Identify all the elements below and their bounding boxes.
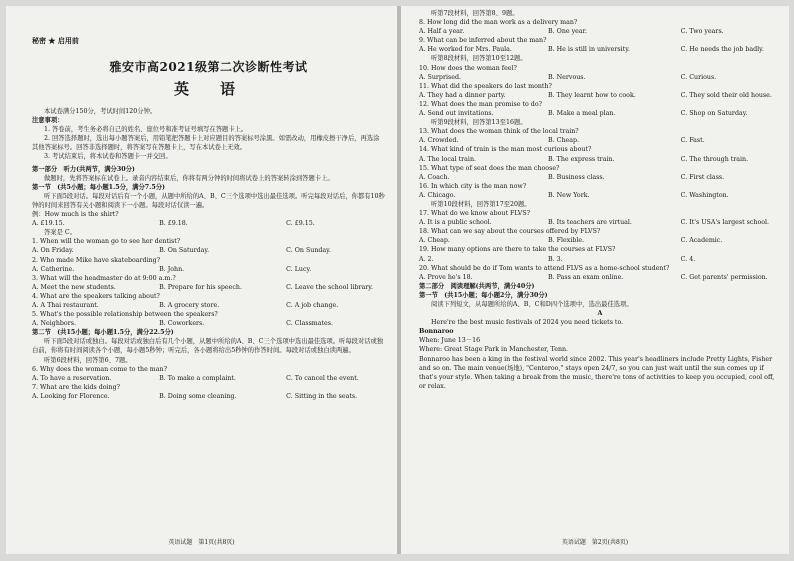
- option-b: B. Pass an exam online.: [548, 273, 624, 281]
- notice-item: 3. 考试结束后，将本试卷和答题卡一并交回。: [44, 153, 172, 161]
- exam-title: 雅安市高2021级第二次诊断性考试: [109, 60, 308, 74]
- option-c: C. Sitting in the seats.: [286, 392, 358, 400]
- option-c: C. Lucy.: [286, 265, 312, 273]
- option-a: A. It is a public school.: [419, 219, 492, 227]
- part2-heading: 第二部分 阅读理解(共两节，满分40分): [419, 282, 535, 290]
- exam-intro: 本试卷满分150分，考试时间120分钟。: [44, 108, 157, 115]
- option-b: B. Cheap.: [548, 137, 580, 145]
- option-a: A. On Friday.: [32, 247, 74, 255]
- option-a: A. They had a dinner party.: [419, 91, 506, 99]
- reading-section1-heading: 第一节 (共15小题；每小题2分，满分30分): [419, 291, 548, 299]
- option-c: C. Get parents' permission.: [680, 273, 768, 281]
- question-4-options: [32, 301, 385, 310]
- question-2-options: [32, 265, 385, 274]
- exam-page-2: [401, 6, 789, 554]
- option-b: B. Its teachers are virtual.: [548, 219, 632, 227]
- option-c: C. The through train.: [680, 155, 749, 163]
- question-20: 20. What should be do if Tom wants to attend FLVS as a home-school student?: [419, 264, 670, 272]
- question-6: 6. Why does the woman come to the man?: [32, 365, 167, 373]
- question-20-options: [419, 273, 781, 282]
- option-a: A. Looking for Florence.: [32, 392, 110, 400]
- notice-item: 2. 回答选择题时，选出每小题答案后，用铅笔把答题卡上对应题目的答案标号涂黑。如需改动，用橡皮擦干净后，再选涂其他答案标号。回答非选择题时，将答案写在答题卡上，写在本试卷上无效。: [32, 135, 380, 152]
- page-footer: 英语试题 第2页(共8页): [561, 539, 629, 546]
- option-b: B. They learnt how to cook.: [548, 91, 636, 99]
- question-12-options: [419, 109, 781, 118]
- material-8-label: 听第8段材料，回答第10至12题。: [431, 55, 527, 63]
- option-b: B. Business class.: [548, 173, 605, 181]
- option-a: A. The local train.: [419, 155, 477, 163]
- option-b: B. One year.: [548, 28, 587, 36]
- question-14: 14. What kind of train is the man most curious about?: [419, 146, 592, 154]
- example-options: [32, 219, 385, 228]
- option-a: A. He worked for Mrs. Paula.: [419, 46, 512, 54]
- passage-letter: A: [597, 310, 603, 318]
- option-a: A. Prove he's 18.: [419, 273, 473, 281]
- part1-description: 做题时，先将答案标在试卷上。录音内容结束后，你将有两分钟的时间将试卷上的答案转涂到答题卡上。: [44, 174, 334, 182]
- festival-when: When: June 13－16: [419, 337, 481, 345]
- question-15: 15. What type of seat does the man choose?: [419, 164, 560, 172]
- material-6-label: 听第6段材料，回答第6、7题。: [44, 356, 132, 364]
- material-9-label: 听第9段材料，回答第13至16题。: [431, 119, 527, 127]
- question-10-options: [419, 73, 781, 82]
- option-b: B. He is still in university.: [548, 46, 630, 54]
- option-b: B. Nervous.: [548, 73, 586, 81]
- question-8-options: [419, 27, 781, 36]
- option-b: B. On Saturday.: [159, 247, 210, 255]
- option-b: B. New York.: [548, 191, 590, 199]
- question-15-options: [419, 173, 781, 182]
- question-18-options: [419, 236, 781, 245]
- question-9-options: [419, 45, 781, 54]
- question-4: 4. What are the speakers talking about?: [32, 292, 160, 300]
- confidential-label: 秘密 ★ 启用前: [32, 36, 79, 45]
- question-14-options: [419, 155, 781, 164]
- option-a: A. Coach.: [419, 173, 450, 181]
- option-c: C. It's USA's largest school.: [680, 219, 770, 227]
- question-9: 9. What can be inferred about the man?: [419, 37, 547, 45]
- option-c: C. A job change.: [286, 301, 339, 309]
- reading-section1-description: 阅读下列短文，从每题所给的A、B、C和D四个选项中，选出最佳选项。: [431, 301, 633, 308]
- option-a: A. Surprised.: [419, 73, 461, 81]
- question-13-options: [419, 136, 781, 145]
- option-a: A. Meet the new students.: [32, 283, 116, 291]
- example-question: 例：How much is the shirt?: [32, 211, 119, 219]
- option-a: A. Chicago.: [419, 191, 456, 199]
- material-7-label: 听第7段材料，回答第8、9题。: [431, 10, 519, 17]
- section1-heading: 第一节 (共5小题；每小题1.5分，满分7.5分): [32, 183, 166, 191]
- option-a: A. A Thai restaurant.: [32, 301, 99, 309]
- question-1-options: [32, 246, 385, 255]
- question-16: 16. In which city is the man now?: [419, 182, 527, 190]
- question-18: 18. What can we say about the courses offered by FLVS?: [419, 228, 601, 236]
- option-a: A. Neighbors.: [32, 320, 76, 328]
- exam-subject: 英 语: [173, 80, 243, 98]
- question-6-options: [32, 374, 385, 383]
- material-10-label: 听第10段材料，回答第17至20题。: [431, 200, 531, 208]
- option-c: C. Fast.: [680, 137, 705, 145]
- option-b: B. Doing some cleaning.: [159, 392, 237, 400]
- option-b: B. Prepare for his speech.: [159, 283, 242, 291]
- question-3-options: [32, 283, 385, 292]
- option-b: B. Flexible.: [548, 237, 585, 245]
- option-c: C. They sold their old house.: [680, 91, 772, 99]
- section2-description: 听下面5段对话或独白。每段对话或独白后有几个小题，从题中所给的A、B、C三个选项中选出最佳选项。听每段对话或独白前，你将有时间阅读各个小题，每小题5秒钟；听完后，各小题将给出5秒钟的作答时间。每段对话或独白读两遍。: [32, 338, 384, 355]
- notice-item: 1. 答卷前，考生务必将自己的姓名、座位号和准考证号填写在答题卡上。: [44, 126, 248, 134]
- option-c: C. Leave the school library.: [286, 283, 373, 291]
- question-1: 1. When will the woman go to see her dentist?: [32, 238, 181, 246]
- page-footer: 英语试题 第1页(共8页): [168, 539, 235, 546]
- option-b: B. Make a meal plan.: [548, 110, 616, 118]
- question-16-options: [419, 191, 781, 200]
- option-b: B. The express train.: [548, 155, 615, 163]
- option-a: A. £19.15.: [32, 220, 65, 228]
- option-c: C. He needs the job badly.: [680, 46, 764, 54]
- section1-description: 听下面5段对话。每段对话后有一个小题，从题中所给的A、B、C三个选项中选出最佳选项。听完每段对话后，你都有10秒钟的时间来回答有关小题和阅读下一小题。每段对话仅读一遍。: [32, 192, 385, 209]
- option-c: C. 4.: [680, 255, 696, 263]
- question-2: 2. Who made Mike have skateboarding?: [32, 256, 161, 264]
- exam-page-1: [6, 6, 397, 554]
- notice-heading: 注意事项：: [32, 117, 64, 125]
- option-c: C. First class.: [680, 173, 725, 181]
- option-a: A. Cheap.: [419, 237, 450, 245]
- option-c: C. Two years.: [680, 28, 724, 36]
- option-b: B. John.: [159, 265, 185, 273]
- question-12: 12. What does the man promise to do?: [419, 100, 543, 108]
- festival-name: Bonnaroo: [419, 328, 454, 336]
- question-5-options: [32, 319, 385, 328]
- option-a: A. 2.: [419, 255, 434, 263]
- option-b: B. Coworkers.: [159, 320, 205, 328]
- option-c: C. £9.15.: [286, 220, 315, 228]
- option-c: C. Washington.: [680, 191, 729, 199]
- option-c: C. On Sunday.: [286, 247, 331, 255]
- option-b: B. A grocery store.: [159, 301, 220, 309]
- festival-description: Bonnaroo has been a king in the festival world since 2002. This year's headliners include Pretty Lights, Fisher and so on. The main venue(场地), "Centeroo," stays open 24/7, so you can just wait until the sun comes up if that's your style. When taking a break from the music, there're tons of activities to keep you occupied, cool off, or relax.: [419, 355, 775, 390]
- option-c: C. Classmates.: [286, 320, 334, 328]
- question-7-options: [32, 392, 385, 401]
- option-a: A. To have a reservation.: [32, 374, 112, 382]
- option-a: A. Catherine.: [32, 265, 75, 273]
- festival-where: Where: Great Stage Park in Manchester, Tenn.: [419, 346, 569, 354]
- section2-heading: 第二节 (共15小题；每小题1.5分，满分22.5分): [32, 329, 174, 337]
- option-a: A. Half a year.: [419, 28, 465, 36]
- question-8: 8. How long did the man work as a delivery man?: [419, 19, 578, 27]
- option-b: B. £9.18.: [159, 220, 188, 228]
- part1-heading: 第一部分 听力(共两节，满分30分): [32, 165, 135, 173]
- option-a: A. Crowded.: [419, 137, 459, 145]
- question-13: 13. What does the woman think of the local train?: [419, 128, 579, 136]
- option-c: C. To cancel the event.: [286, 374, 359, 382]
- example-answer: 答案是 C。: [44, 229, 77, 237]
- question-17-options: [419, 218, 781, 227]
- question-10: 10. How does the woman feel?: [419, 64, 517, 72]
- question-11: 11. What did the speakers do last month?: [419, 82, 552, 90]
- passage-intro: Here're the best music festivals of 2024 you need tickets to.: [431, 319, 624, 327]
- question-5: 5. What's the possible relationship between the speakers?: [32, 311, 218, 319]
- question-3: 3. What will the headmaster do at 9:00 a.m.?: [32, 274, 176, 282]
- option-a: A. Send out invitations.: [419, 110, 494, 118]
- option-b: B. 3.: [548, 255, 563, 263]
- option-c: C. Curious.: [680, 73, 717, 81]
- question-11-options: [419, 91, 781, 100]
- option-c: C. Academic.: [680, 237, 723, 245]
- option-c: C. Shop on Saturday.: [680, 110, 748, 118]
- question-19-options: [419, 255, 781, 264]
- question-7: 7. What are the kids doing?: [32, 383, 121, 391]
- option-b: B. To make a complaint.: [159, 374, 236, 382]
- question-17: 17. What do we know about FLVS?: [419, 210, 531, 218]
- question-19: 19. How many options are there to take the courses at FLVS?: [419, 246, 616, 254]
